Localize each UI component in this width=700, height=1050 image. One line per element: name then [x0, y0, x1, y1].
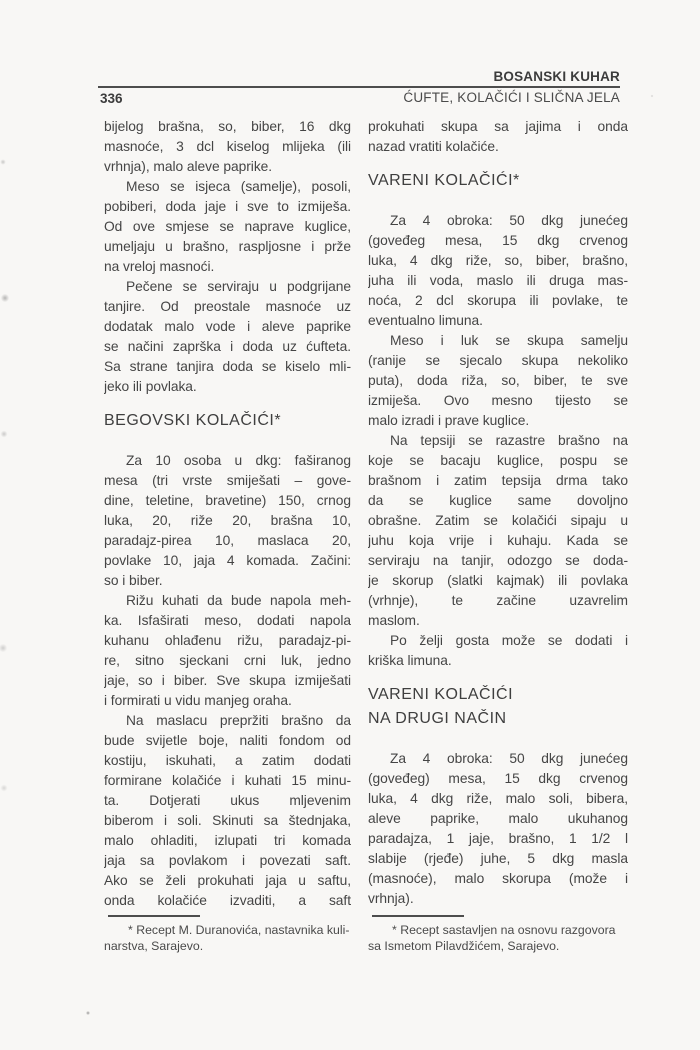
book-title: BOSANSKI KUHAR [493, 69, 620, 84]
text-line: koje se bacaju kuglice, pospu se [368, 453, 628, 468]
text-line: prokuhati skupa sa jajima i onda [368, 119, 628, 134]
text-line: slabije (rjeđe) juhe, 5 dkg masla [368, 851, 628, 866]
text-line: (vrhnje), te začine uzavrelim [368, 593, 628, 608]
text-line: aleve paprike, malo ukuhanog [368, 811, 628, 826]
paragraph [368, 117, 628, 157]
text-line: luka, 20, riže 20, brašna 10, [104, 513, 351, 528]
text-line: (goveđeg mesa, 15 dkg crvenog [368, 233, 628, 248]
text-line: Na maslacu prepržiti brašno da [126, 713, 351, 728]
paragraph [104, 711, 351, 911]
header-rule [98, 86, 620, 88]
footnote-rule [108, 915, 200, 917]
heading-line: NA DRUGI NAČIN [368, 710, 507, 727]
text-line: Rižu kuhati da bude napola meh- [126, 593, 351, 608]
text-line: se načini zaprška i doda uz ćufteta. [104, 339, 351, 354]
text-line: jeko ili povlaka. [104, 379, 197, 394]
text-line: Sa strane tanjira doda se kiselo mli- [104, 359, 351, 374]
page-number: 336 [100, 91, 123, 106]
text-column-left [104, 117, 351, 975]
paragraph [368, 211, 628, 331]
footnote-line: * Recept M. Duranovića, nastavnika kuli- [128, 923, 350, 937]
footnote-line: sa Ismetom Pilavdžićem, Sarajevo. [368, 939, 560, 953]
text-line: Ako se želi prokuhati jaja u saftu, [104, 873, 351, 888]
paragraph [368, 331, 628, 431]
text-line: i formirati u vidu manjeg oraha. [104, 693, 292, 708]
text-column-right [368, 117, 628, 975]
text-line: Od ove smjese se naprave kuglice, [104, 219, 351, 234]
text-line: maslom. [368, 613, 420, 628]
heading-line: VARENI KOLAČIĆI* [368, 172, 520, 189]
text-line: kriška limuna. [368, 653, 452, 668]
text-line: je skorup (slatki kajmak) ili povlaka [368, 573, 628, 588]
footnote-right [368, 915, 628, 954]
text-line: Za 4 obroka: 50 dkg junećeg [390, 213, 628, 228]
text-line: bijelog brašna, so, biber, 16 dkg [104, 119, 351, 134]
text-line: luka, 4 dkg riže, malo soli, bibera, [368, 791, 628, 806]
heading-line: BEGOVSKI KOLAČIĆI* [104, 412, 282, 429]
text-line: eventualno limuna. [368, 313, 483, 328]
paragraph [368, 631, 628, 671]
text-line: biberom i soli. Skinuti sa štednjaka, [104, 813, 351, 828]
text-line: (ranije se sjecalo skupa nekoliko [368, 353, 628, 368]
text-line: tanjire. Od preostale masnoće uz [104, 299, 351, 314]
text-line: serviraju na tanjir, odozgo se doda- [368, 553, 628, 568]
footnote-line: * Recept sastavljen na osnovu razgovora [392, 923, 616, 937]
text-line: masnoće, 3 dcl kiselog mlijeka (ili [104, 139, 351, 154]
text-line: Meso se isjeca (samelje), posoli, [126, 179, 351, 194]
footnote-left [104, 915, 351, 954]
text-line: kostiju, iskuhati, a zatim dodati [104, 753, 351, 768]
text-line: dine, teletine, bravetine) 150, crnog [104, 493, 351, 508]
text-line: formirane kolačiće i kuhati 15 minu- [104, 773, 351, 788]
text-line: pobiberi, doda jaje i sve to izmiješa. [104, 199, 351, 214]
recipe-heading [368, 169, 628, 193]
text-line: ta. Dotjerati ukus mljevenim [104, 793, 351, 808]
text-line: na vreloj masnoći. [104, 259, 215, 274]
text-line: da se kuglice same dovoljno [368, 493, 628, 508]
paragraph [368, 749, 628, 909]
recipe-heading [104, 409, 351, 433]
text-line: izmiješa. Ovo mesno tijesto se [368, 393, 628, 408]
text-line: kuhanu ohlađenu rižu, paradajz-pi- [104, 633, 351, 648]
paragraph [104, 591, 351, 711]
text-line: Za 4 obroka: 50 dkg junećeg [390, 751, 628, 766]
paragraph [104, 177, 351, 277]
text-line: Za 10 osoba u dkg: faširanog [126, 453, 351, 468]
text-line: Po želji gosta može se dodati i [390, 633, 628, 648]
text-line: umeljaju u brašno, raspljosne i prže [104, 239, 351, 254]
text-line: ka. Isfaširati meso, dodati napola [104, 613, 351, 628]
text-line: juha ili voda, maslo ili druga mas- [368, 273, 628, 288]
text-line: puta), doda riža, so, biber, te sve [368, 373, 628, 388]
text-line: Na tepsiji se razastre brašno na [390, 433, 628, 448]
text-line: jaja sa povlakom i povezati saft. [104, 853, 351, 868]
text-line: malo izradi i prave kuglice. [368, 413, 530, 428]
text-line: luka, 4 dkg riže, so, biber, brašno, [368, 253, 628, 268]
footnote-lines [368, 922, 628, 954]
text-line: povlake 10, jaja 4 komada. Začini: [104, 553, 351, 568]
heading-line: VARENI KOLAČIĆI [368, 686, 514, 703]
text-line: malo ohladiti, izlupati tri komada [104, 833, 351, 848]
text-line: Meso i luk se skupa samelju [390, 333, 628, 348]
text-line: vrhnja). [368, 891, 414, 906]
text-line: mesa (tri vrste smiješati – gove- [104, 473, 351, 488]
recipe-heading [368, 683, 628, 731]
text-line: dodatak malo vode i aleve paprike [104, 319, 351, 334]
text-line: re, sitno sjeckani crni luk, jedno [104, 653, 351, 668]
text-line: (goveđeg) mesa, 15 dkg crvenog [368, 771, 628, 786]
text-line: nazad vratiti kolačiće. [368, 139, 499, 154]
text-line: paradajz-pirea 10, maslaca 20, [104, 533, 351, 548]
text-line: bude svijetle boje, naliti fondom od [104, 733, 351, 748]
text-line: obrašne. Zatim se kolačići sipaju u [368, 513, 628, 528]
text-line: jaje, so i biber. Sve skupa izmiješati [104, 673, 351, 688]
paragraph [368, 431, 628, 631]
text-line: brašnom i zatim tepsija drma tako [368, 473, 628, 488]
footnote-rule [372, 915, 464, 917]
text-line: so i biber. [104, 573, 163, 588]
text-line: onda kolačiće izvaditi, a saft [104, 893, 351, 908]
text-line: paradajza, 1 jaje, brašno, 1 1/2 l [368, 831, 628, 846]
paragraph [104, 117, 351, 177]
chapter-title: ĆUFTE, KOLAČIĆI I SLIČNA JELA [403, 90, 620, 105]
paragraph [104, 451, 351, 591]
footnote-lines [104, 922, 351, 954]
text-line: vrhnja), malo aleve paprike. [104, 159, 273, 174]
text-line: (masnoće), malo skorupa (može i [368, 871, 628, 886]
text-line: Pečene se serviraju u podgrijane [126, 279, 351, 294]
text-line: juhu koja vrije i kuhaju. Kada se [368, 533, 628, 548]
footnote-line: narstva, Sarajevo. [104, 939, 204, 953]
paragraph [104, 277, 351, 397]
text-line: noća, 2 dcl skorupa ili povlake, te [368, 293, 628, 308]
